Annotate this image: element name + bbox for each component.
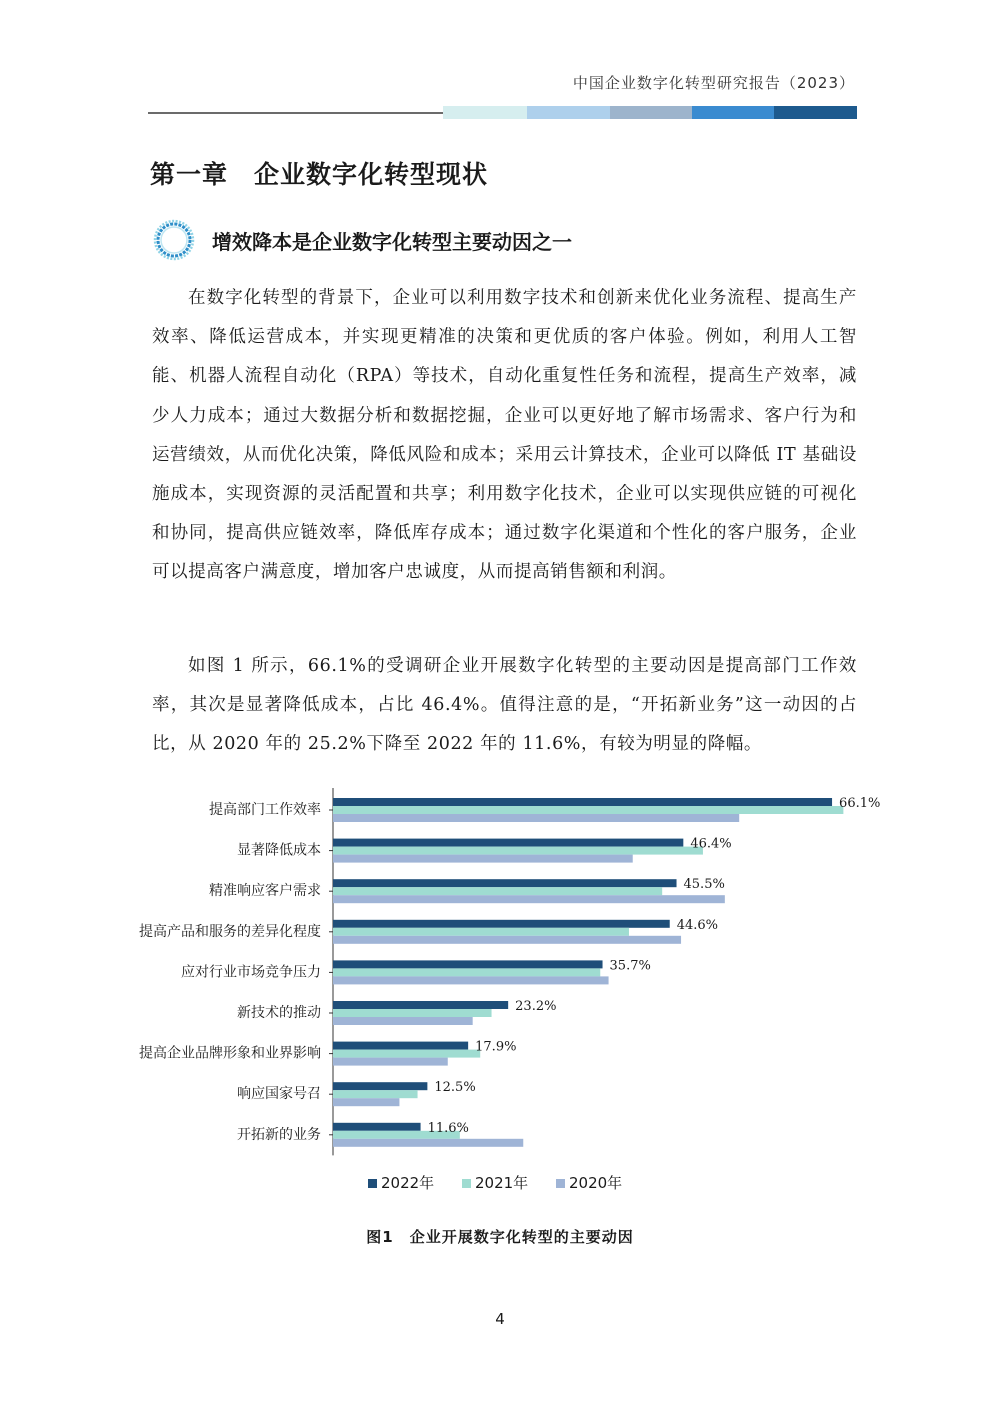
header-rule-seg-4 xyxy=(692,106,774,119)
category-label: 提高产品和服务的差异化程度 xyxy=(139,923,321,940)
category-label: 提高部门工作效率 xyxy=(209,802,321,818)
legend-label: 2022年 xyxy=(381,1174,435,1192)
bar-2020年 xyxy=(333,855,633,863)
bar-2021年 xyxy=(333,1050,480,1058)
category-label: 精准响应客户需求 xyxy=(209,883,321,900)
bar-2022年 xyxy=(333,839,683,847)
bar-2022年 xyxy=(333,879,677,887)
bar-2020年 xyxy=(333,1139,523,1147)
data-label: 17.9% xyxy=(475,1039,517,1055)
legend-swatch-2020年 xyxy=(556,1179,565,1188)
legend-label: 2021年 xyxy=(475,1174,529,1192)
data-label: 35.7% xyxy=(609,958,651,974)
bar-2022年 xyxy=(333,1001,508,1009)
bar-2020年 xyxy=(333,976,609,984)
bar-2022年 xyxy=(333,1123,421,1131)
header-rule-seg-1 xyxy=(443,106,527,119)
section-title: 增效降本是企业数字化转型主要动因之一 xyxy=(212,230,572,254)
header-title: 中国企业数字化转型研究报告（2023） xyxy=(572,74,855,92)
category-label: 新技术的推动 xyxy=(237,1005,321,1021)
bar-2022年 xyxy=(333,920,670,928)
bar-2021年 xyxy=(333,887,662,895)
bar-2021年 xyxy=(333,806,843,814)
ring-icon xyxy=(152,218,196,262)
bar-2021年 xyxy=(333,968,600,976)
bar-2020年 xyxy=(333,936,681,944)
chapter-title: 第一章 企业数字化转型现状 xyxy=(150,160,489,189)
bar-2020年 xyxy=(333,1058,448,1066)
bar-2022年 xyxy=(333,1042,468,1050)
header-rule-line xyxy=(148,112,443,114)
bar-2021年 xyxy=(333,928,629,936)
bar-2022年 xyxy=(333,1082,427,1090)
legend-swatch-2021年 xyxy=(462,1179,471,1188)
bar-2021年 xyxy=(333,1009,492,1017)
bar-2020年 xyxy=(333,895,725,903)
data-label: 44.6% xyxy=(676,917,719,933)
data-label: 66.1% xyxy=(839,796,881,811)
category-label: 响应国家号召 xyxy=(237,1086,321,1103)
header-rule-seg-5 xyxy=(774,106,857,119)
paragraph-1: 在数字化转型的背景下，企业可以利用数字技术和创新来优化业务流程、提高生产效率、降低运营成本，并实现更精准的决策和更优质的客户体验。例如，利用人工智能、机器人流程自动化（RPA）等技术，自动化重复性任务和流程，提高生产效率，减少人力成本；通过大数据分析和数据挖掘，企业可以更好地了解市场需求、客户行为和运营绩效，从而优化决策，降低风险和成本；采用云计算技术，企业可以降低 IT 基础设施成本，实现资源的灵活配置和共享；利用数字化技术，企业可以实现供应链的可视化和协同，提高供应链效率，降低库存成本；通过数字化渠道和个性化的客户服务，企业可以提高客户满意度，增加客户忠诚度，从而提高销售额和利润。 xyxy=(152,288,857,583)
figure-caption: 图1 企业开展数字化转型的主要动因 xyxy=(366,1228,634,1246)
paragraph-2: 如图 1 所示，66.1%的受调研企业开展数字化转型的主要动因是提高部门工作效率，其次是显著降低成本，占比 46.4%。值得注意的是，“开拓新业务”这一动因的占比，从 2020 年的 25.2%下降至 2022 年的 11.6%，有较为明显的降幅。 xyxy=(152,656,857,755)
bar-2021年 xyxy=(333,847,703,855)
header-rule-seg-3 xyxy=(610,106,692,119)
bar-2020年 xyxy=(333,1017,473,1025)
category-label: 提高企业品牌形象和业界影响 xyxy=(139,1045,321,1062)
bar-2021年 xyxy=(333,1090,418,1098)
bar-2022年 xyxy=(333,960,603,968)
data-label: 12.5% xyxy=(434,1080,476,1096)
data-label: 23.2% xyxy=(515,999,557,1014)
legend-swatch-2022年 xyxy=(368,1179,377,1188)
bar-2020年 xyxy=(333,1098,399,1106)
page-number: 4 xyxy=(495,1310,505,1328)
data-label: 46.4% xyxy=(690,836,732,852)
bar-2022年 xyxy=(333,798,832,806)
category-label: 开拓新的业务 xyxy=(237,1126,321,1143)
data-label: 11.6% xyxy=(427,1120,469,1136)
bar-2020年 xyxy=(333,814,739,822)
category-label: 应对行业市场竞争压力 xyxy=(181,964,321,981)
bar-chart xyxy=(100,780,900,1210)
legend-label: 2020年 xyxy=(569,1174,623,1192)
header-rule-seg-2 xyxy=(527,106,610,119)
data-label: 45.5% xyxy=(683,877,725,893)
category-label: 显著降低成本 xyxy=(237,842,321,859)
